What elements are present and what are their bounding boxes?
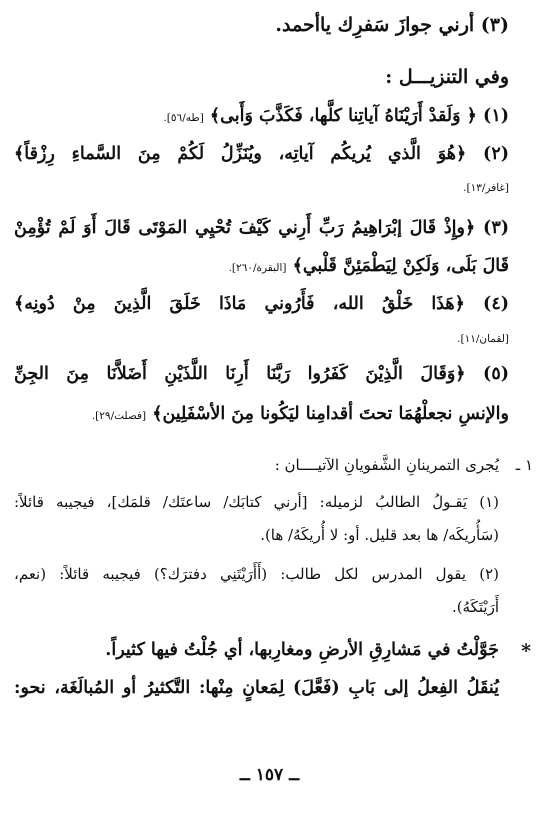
page-number: ــ ١٥٧ ــ: [239, 765, 300, 785]
verse-5-line-1: (٥) ﴿وَقَالَ الَّذِيْنَ كَفَرُوا رَبَّنَا أَرِنَا اللَّذَيْنِ أَضَلاَّنَا مِنَ الجِنِّ: [14, 364, 509, 384]
rule-explanation: يُنقَلُ الفِعلُ إلى بَابِ (فَعَّلَ) لِمَعانٍ مِنْها: التَّكثيرُ أو المُبالَغَة، نحو:: [14, 678, 499, 698]
star-bullet: *: [521, 640, 531, 662]
example-3-line: (٣) أرني جوازَ سَفرِك ياأحمد.: [275, 14, 509, 36]
exercise-2-line-2: أَرَيْتَكَهُ).: [451, 598, 499, 616]
exercise-instruction: يُجرى التمرينانِ الشَّفويانِ الآتيــــان :: [274, 456, 499, 474]
verse-5-line-2: [14, 404, 509, 424]
verse-1: [14, 106, 509, 126]
verse-3-line-2: [14, 256, 509, 276]
verse-3-line-1: (٣) ﴿وإِذْ قَالَ إبْرَاهِيمُ رَبِّ أَرِني كَيْفَ تُحْيِي المَوْتَى قَالَ أَوَ لَمْ تُؤْمِنْ: [14, 218, 509, 238]
verse-1-text: (١) ﴿ وَلَقدْ أَرَيْنَاهُ آياتِنا كلَّها، فَكَذَّبَ وَأَبى﴾: [209, 106, 509, 126]
exercise-1-line-2: (سَأُريكَه/ ها بعد قليل. أو: لا أُريكَهُ/ ها).: [260, 526, 499, 544]
verse-4-text: (٤) ﴿هَذَا خَلْقُ الله، فَأَرُوني مَاذَا خَلَقَ الَّذِينَ مِنْ دُونِه﴾: [14, 294, 509, 314]
rule-heading: جَوَّلْتُ في مَشارِقِ الأرضِ ومغارِبها، أي جُلْتُ فيها كثيراً.: [105, 640, 499, 660]
verse-3-citation: [البقرة/٢٦٠].: [228, 262, 287, 274]
exercise-number: ١ ـ: [515, 456, 533, 474]
exercise-2-line-1: (٢) يقول المدرس لكل طالب: (أَأَرَيْتَنِي دفترَك؟) فيجيبه قائلاً: (نعم،: [14, 565, 499, 583]
verse-4-citation: [لقمان/١١].: [457, 333, 509, 345]
section-heading: وفي التنزيـــل :: [385, 66, 509, 88]
verse-1-citation: [طه/٥٦].: [163, 112, 204, 124]
exercise-1-line-1: (١) يَقـولُ الطالبُ لزميله: [أرني كتابَك/ ساعتَك/ قلمَك]، فيجيبه قائلاً:: [14, 493, 499, 511]
verse-2-citation: [غافر/١٣].: [463, 182, 509, 194]
verse-3-text: قَالَ بَلَى، وَلَكِنْ لِيَطْمَئِنَّ قَلْبي﴾: [292, 256, 509, 276]
verse-2-text: (٢) ﴿هُوَ الَّذي يُريكُم آياتِه، ويُنَزِّلُ لَكُمْ مِنَ السَّماءِ رِزْقاً﴾: [14, 144, 509, 164]
verse-5-text: والإنسِ نجعلْهُمَا تحتَ أقدامِنا ليَكُونا مِنَ الأسْفَلِين﴾: [152, 404, 509, 424]
verse-5-citation: [فصلت/٢٩].: [91, 410, 147, 422]
